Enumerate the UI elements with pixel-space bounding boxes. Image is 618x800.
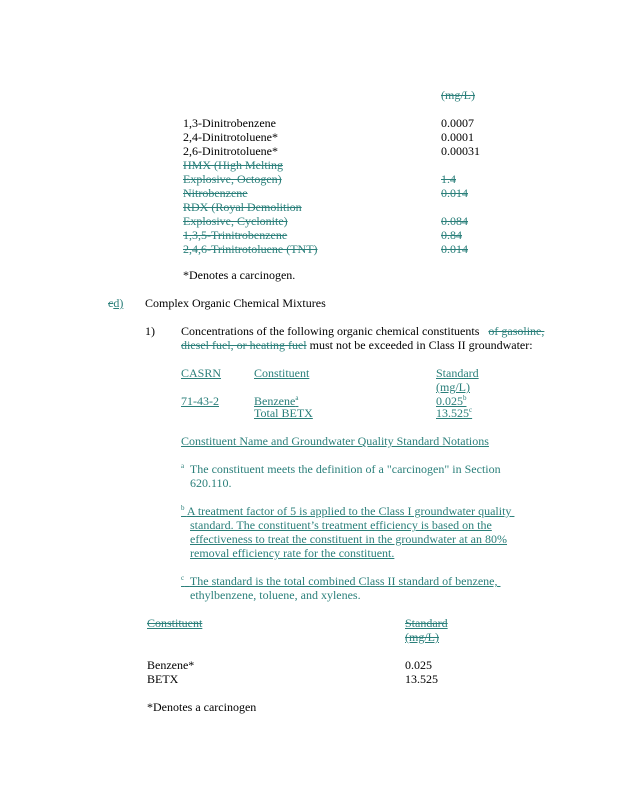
notation-c-line2: ethylbenzene, toluene, and xylenes.: [190, 588, 361, 602]
table2-constituent-name: Benzene: [254, 394, 296, 408]
notation-c-text: The standard is the total combined Class II standard of benzene,: [189, 574, 498, 588]
table3-note: *Denotes a carcinogen: [147, 700, 257, 714]
item-text: Concentrations of the following organic chemical constituents: [181, 324, 480, 338]
table1-row-value-deleted: 0.84: [441, 228, 462, 242]
notation-a-text: The constituent meets the definition of a "carcinogen" in Section: [189, 462, 501, 476]
table3-row-name: BETX: [147, 672, 179, 686]
table3-header-constituent: Constituent: [147, 616, 203, 630]
notation-c-line1: [181, 574, 500, 588]
table1-row-name: 1,3-Dinitrobenzene: [183, 116, 276, 130]
table2-header-casrn: CASRN: [181, 366, 222, 380]
table2-standard-value: 13.525: [436, 406, 469, 420]
table2-header-standard: Standard: [436, 366, 479, 380]
section-title: Complex Organic Chemical Mixtures: [145, 296, 326, 310]
table1-row-name: 2,4-Dinitrotoluene*: [183, 130, 278, 144]
notation-b-text: A treatment factor of 5 is applied to the Class I groundwater quality: [186, 504, 512, 518]
table3-row-name: Benzene*: [147, 658, 195, 672]
notation-c-marker: c: [181, 574, 185, 582]
item-number: 1): [145, 324, 155, 338]
table1-row-name: 2,6-Dinitrotoluene*: [183, 144, 278, 158]
table1-row-name-deleted: Explosive, Cyclonite): [183, 214, 288, 228]
table2-header-unit: (mg/L): [436, 380, 470, 394]
table1-row-name-deleted: Nitrobenzene: [183, 186, 248, 200]
section-label: [108, 296, 123, 310]
item-text-deleted: of gasoline,: [488, 324, 545, 338]
table1-note: *Denotes a carcinogen.: [183, 268, 296, 282]
notations-heading: Constituent Name and Groundwater Quality Standard Notations: [181, 434, 489, 448]
table1-row-name-deleted: RDX (Royal Demolition: [183, 200, 302, 214]
table1-row-name-deleted: Explosive, Octogen): [183, 172, 282, 186]
notation-b-line4: removal efficiency rate for the constituent.: [190, 546, 395, 560]
table2-header-constituent: Constituent: [254, 366, 310, 380]
section-label-inserted: d): [113, 296, 124, 310]
item-text-deleted: diesel fuel, or heating fuel: [181, 338, 307, 352]
table1-row-value-deleted: 0.014: [441, 186, 468, 200]
table3-row-value: 0.025: [405, 658, 432, 672]
item-text-line2: [181, 338, 533, 352]
table2-standard-value: 0.025: [436, 394, 463, 408]
notation-b-line2: standard. The constituent’s treatment efficiency is based on the: [190, 518, 492, 532]
item-text: must not be exceeded in Class II groundwater:: [306, 338, 533, 352]
table1-row-value-deleted: 0.014: [441, 242, 468, 256]
table1-row-name-deleted: 1,3,5-Trinitrobenzene: [183, 228, 288, 242]
table2-standard: [436, 406, 472, 420]
notation-b-marker: b: [181, 504, 185, 512]
table2-standard-footnote: c: [469, 406, 473, 414]
table3-row-value: 13.525: [405, 672, 438, 686]
section-label-deleted: c: [108, 296, 114, 310]
table1-row-value-deleted: 0.084: [441, 214, 468, 228]
table1-row-value: 0.0007: [441, 116, 474, 130]
table2-constituent-footnote: a: [295, 394, 299, 402]
notation-a-line2: 620.110.: [190, 476, 232, 490]
table2-standard-footnote: b: [463, 394, 467, 402]
table1-row-value: 0.00031: [441, 144, 480, 158]
table1-row-value: 0.0001: [441, 130, 474, 144]
table1-row-name-deleted: HMX (High Melting: [183, 158, 283, 172]
table1-unit-header: (mg/L): [441, 88, 475, 102]
item-text-line1: [181, 324, 544, 338]
table2-constituent: Total BETX: [254, 406, 313, 420]
table3-header-standard: Standard: [405, 616, 448, 630]
table2-casrn: 71-43-2: [181, 394, 219, 408]
notation-b-line1: [181, 504, 514, 518]
notation-a-marker: a: [181, 462, 185, 470]
notation-a-line1: [181, 462, 501, 476]
table1-row-value-deleted: 1.4: [441, 172, 456, 186]
table3-header-unit: (mg/L): [405, 630, 439, 644]
notation-b-line3: effectiveness to treat the constituent in the groundwater at an 80%: [190, 532, 508, 546]
table1-row-name-deleted: 2,4,6-Trinitrotoluene (TNT): [183, 242, 318, 256]
